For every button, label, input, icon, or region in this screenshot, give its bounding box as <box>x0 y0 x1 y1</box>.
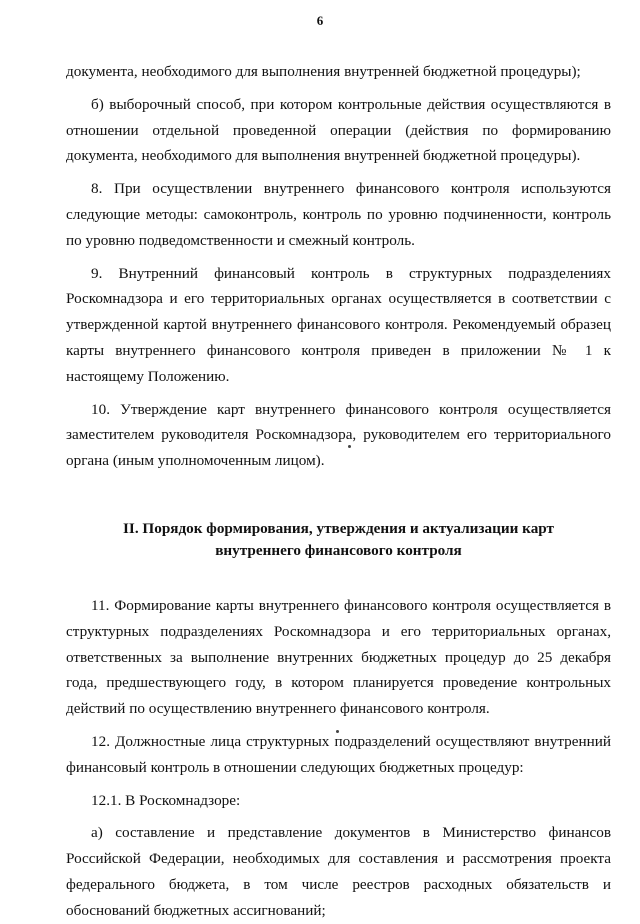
paragraph-12-officials: 12. Должностные лица структурных подразделений осуществляют внутренний финансовый контроль в отношении следующих бюджетных процедур: <box>66 732 611 776</box>
paragraph-9-control-map: 9. Внутренний финансовый контроль в структурных подразделениях Роскомнадзора и его территориальных органах осуществляется в соответствии с утвержденной картой внутреннего финансового контроля. Рекомендуемый образец карты внутреннего финансового контроля приведен в приложении № 1 к настоящему Положению. <box>66 264 611 385</box>
paragraph-11-formation: 11. Формирование карты внутреннего финансового контроля осуществляется в структурных подразделениях Роскомнадзора и его территориальных органах, ответственных за выполнение внутренних бюджетных процедур до 25 декабря года, предшествующего году, в котором планируется проведение контрольных действий по осуществлению внутреннего финансового контроля. <box>66 596 611 718</box>
paragraph-10-approval: 10. Утверждение карт внутреннего финансового контроля осуществляется заместителем руководителя Роскомнадзора, руководителем его территориального органа (иным уполномоченным лицом). <box>66 400 611 470</box>
paragraph-a-documents: а) составление и представление документов в Министерство финансов Российской Федерации, необходимых для составления и рассмотрения проекта федерального бюджета, в том числе реестров расходных обязательств и обоснований бюджетных ассигнований; <box>66 824 611 919</box>
paragraph-continuation: документа, необходимого для выполнения внутренней бюджетной процедуры); <box>66 63 581 80</box>
paragraph-12-1-roskomnadzor: 12.1. В Роскомнадзоре: <box>91 791 241 809</box>
paragraph-b-selective-method: б) выборочный способ, при котором контрольные действия осуществляются в отношении отдельной проведенной операции (действия по формированию документа, необходимого для выполнения внутренней бюджетной процедуры). <box>66 95 611 165</box>
page-number: 6 <box>316 13 324 28</box>
paragraph-8-methods: 8. При осуществлении внутреннего финансового контроля используются следующие методы: самоконтроль, контроль по уровню подчиненности, контроль по уровню подведомственности и смежный контроль. <box>66 180 611 249</box>
scan-speck <box>336 730 339 733</box>
document-body <box>66 59 611 924</box>
section-heading: II. Порядок формирования, утверждения и актуализации карт внутреннего финансового контроля <box>123 519 554 559</box>
scan-speck <box>348 445 351 448</box>
